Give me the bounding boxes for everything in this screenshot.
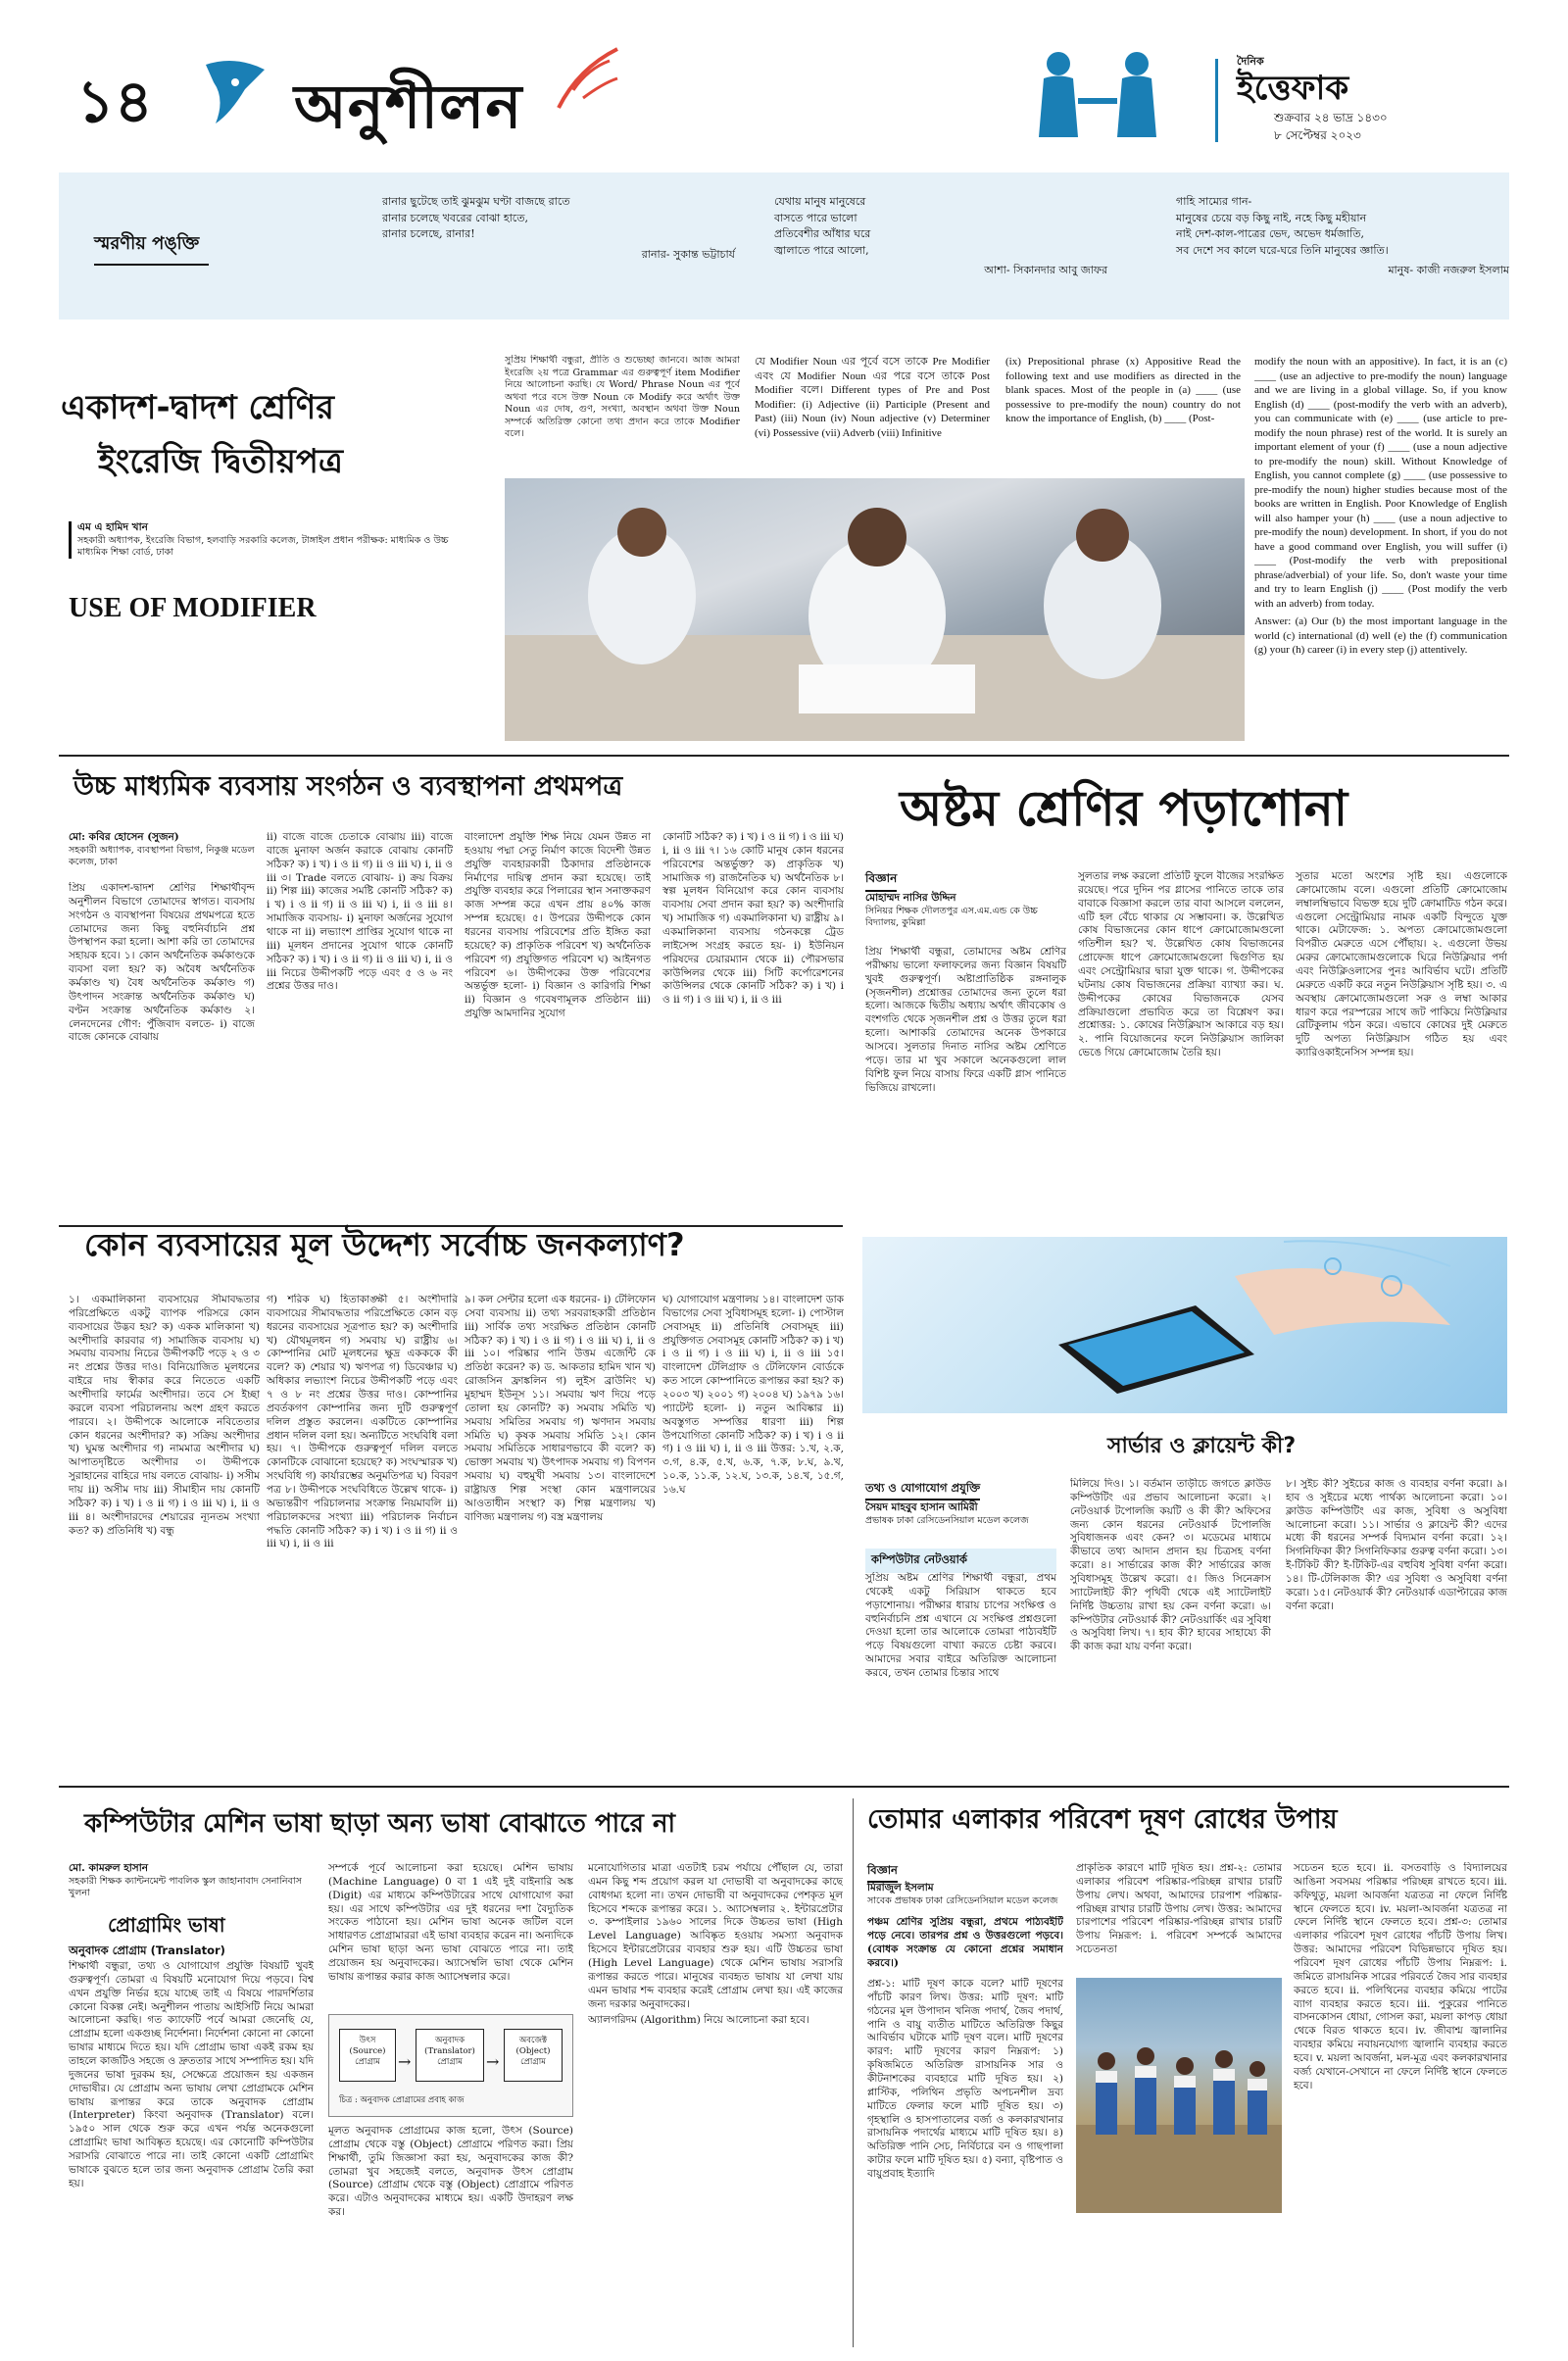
diagram-object-box: অবজেক্ট (Object) প্রোগ্রাম <box>504 2029 563 2082</box>
date-line-2: ৮ সেপ্টেম্বর ২০২৩ <box>1274 128 1361 142</box>
tablet-hand-photo <box>862 1237 1507 1413</box>
class8-byline: মোহাম্মদ নাসির উদ্দিন সিনিয়র শিক্ষক দৌলতপুর এস.এম.এন্ড কে উচ্চ বিদ্যালয়, কুমিল্লা <box>865 892 1038 928</box>
class8-col-3: সুতার মতো অংশের সৃষ্টি হয়। এগুলোকে ক্রোমোজোম বলে। এগুলো প্রতিটি ক্রোমোজোম লম্বালম্বিভাবে বিভক্ত হয়ে দুটি ক্রোমাটিড গঠন করে। এগুলো সেন্ট্রোমিয়ার নামক একটি বিন্দুতে যুক্ত থাকে। মেটাফেজ: ১. অপত্য ক্রোমোজোমগুলো বিপরীত মেরুতে এসে পৌঁছায়। ২. এগুলো উভয় মেরুর ক্রোমোজোমগুলোকে ঘিরে নিউক্লিয়ার পর্দা এবং নিউক্লিওলাসের পুনঃ আবির্ভাব ঘটে। প্রতিটি মেরুতে একটি করে নতুন নিউক্লিয়াস সৃষ্টি হয়। ৩. এ অবস্থায় ক্রোমোজোমগুলো সরু ও লম্বা আকার ধারণ করে পরস্পরের সাথে জট পাকিয়ে নিউক্লিয়ার রেটিকুলাম গঠন করে। এভাবে কোষের দুই মেরুতে দুটি অপত্য নিউক্লিয়াস গঠিত হয় এবং ক্যারিওকাইনেসিস সম্পন্ন হয়। <box>1296 870 1507 1059</box>
rule-3 <box>59 1786 1509 1788</box>
server-headline: সার্ভার ও ক্লায়েন্ট কী? <box>1107 1434 1297 1458</box>
server-sublabel: কম্পিউটার নেটওয়ার্ক <box>865 1549 1056 1573</box>
server-col-2: মিলিয়ে দিও। ১। বর্তমান তাড়ীচে জগতে ক্লাউড কম্পিউটিং এর প্রভাব আলোচনা করো। ২। নেটওয়ার্ক টপোলজি কয়টি ও কী কী? অফিসের জন্য কোন ধরনের নেটওয়ার্ক টপোলজি সুবিধাজনক এবং কেন? ৩। মডেমের মাধ্যমে কীভাবে তথ্য আদান প্রদান হয় চিত্রসহ বর্ণনা করো। ৪। সার্ভারের কাজ কী? সার্ভারের কাজ সুবিধাসমূহ উল্লেখ করো। ৫। জিও সিনেক্রাস স্যাটেলাইট কী? পৃথিবী থেকে এই স্যাটেলাইট নির্দিষ্ট উচ্চতায় রাখা হয় কেন বর্ণনা করো। ৬। কম্পিউটার নেটওয়ার্ক কী? নেটওয়ার্কিং এর সুবিধা ও অসুবিধা লিখ। ৭। হাব কী? হাবের সাহায্যে কী কী কাজ করা যায় বর্ণনা করো। <box>1070 1478 1271 1653</box>
server-label: তথ্য ও যোগাযোগ প্রযুক্তি <box>865 1480 980 1500</box>
environment-headline: তোমার এলাকার পরিবেশ দূষণ রোধের উপায় <box>867 1804 1338 1835</box>
welfare-headline: কোন ব্যবসায়ের মূল উদ্দেশ্য সর্বোচ্চ জনকল্যাণ? <box>84 1226 685 1263</box>
quote-1: রানার ছুটেছে তাই ঝুমঝুম ঘণ্টা বাজছে রাতে রানার চলেছে খবরের বোঝা হাতে, রানার চলেছে, রানার! রানার- সুকান্ত ভট্টাচার্য <box>382 194 735 263</box>
diagram-source-box: উৎস (Source) প্রোগ্রাম <box>339 2029 396 2082</box>
masthead-divider <box>1215 59 1218 142</box>
diagram-arrow-1: → <box>398 2052 412 2071</box>
environment-intro: পঞ্চম শ্রেণির সুপ্রিয় বন্ধুরা, প্রথমে পাঠ্যবইটি পড়ে নেবে। তারপর প্রশ্ন ও উত্তরগুলো পড়বে। (বোধক সংক্রান্ত যে কোনো প্রশ্নের সমাধান করবে।) <box>867 1916 1063 1969</box>
english-answer: Answer: (a) Our (b) the most important language in the world (c) international (d) well (e) the (f) communication (g) your (h) career (i) in every step (j) attentively. <box>1254 615 1507 657</box>
quote-3: গাহি সাম্যের গান- মানুষের চেয়ে বড় কিছু নাই, নহে কিছু মহীয়ান নাই দেশ-কাল-পাত্রের ভেদ, অভেদ ধর্মজাতি, সব দেশে সব কালে ঘরে-ঘরে তিনি মানুষের জ্ঞাতি। মানুষ- কাজী নজরুল ইসলাম <box>1176 194 1509 279</box>
diagram-translator-box: অনুবাদক (Translator) প্রোগ্রাম <box>416 2029 484 2082</box>
computer-subsubtitle: অনুবাদক প্রোগ্রাম (Translator) <box>69 1943 225 1957</box>
page-number: ১৪ <box>76 68 153 136</box>
business-headline: উচ্চ মাধ্যমিক ব্যবসায় সংগঠন ও ব্যবস্থাপনা প্রথমপত্র <box>74 771 623 802</box>
masthead <box>0 0 1568 167</box>
business-col-3: বাংলাদেশ প্রযুক্তি শিক্ষ নিয়ে যেমন উন্নত না হওয়ায় পদ্মা সেতু নির্মাণ কাজে বিদেশী উন্নত প্রযুক্তি ব্যবহারকারী ঠিকাদার প্রতিষ্ঠানকে নির্মাণের দায়িত্ব প্রদান করা হয়েছে। তাই প্রযুক্তি ব্যবহার করে পিলারের স্থান সনাক্তকরণ কাজ সম্পন্ন করে এখন প্রায় ৪০% কাজ সম্পন্ন হয়েছে। ৫। উপরের উদ্দীপকে কোন ধরনের ব্যবসায় পরিবেশের প্রতি ইঙ্গিত করা হয়েছে? ক) প্রাকৃতিক পরিবেশ খ) অর্থনৈতিক পরিবেশ গ) প্রযুক্তিগত পরিবেশ ঘ) আইনগত পরিবেশ ৬। উদ্দীপকের উক্ত পরিবেশের অন্তর্ভুক্ত হলো- i) বিজ্ঞান ও কারিগরি শিক্ষা ii) বিজ্ঞান ও গবেষণামূলক প্রতিষ্ঠান iii) প্রযুক্তি আমদানির সুযোগ <box>465 831 651 1020</box>
quote-2-author: আশা- সিকানদার আবু জাফর <box>984 264 1107 276</box>
business-byline: মো: কবির হোসেন (সুজন) সহকারী অধ্যাপক, ব্যবস্থাপনা বিভাগ, নিকুঞ্জ মডেল কলেজ, ঢাকা <box>69 831 255 867</box>
quotes-box <box>59 172 1509 320</box>
computer-subtitle: প্রোগ্রামিং ভাষা <box>108 1913 225 1937</box>
environment-label: বিজ্ঞান <box>867 1862 898 1883</box>
welfare-col-2: গ) শরিক ঘ) হিতাকাঙ্ক্ষী ৫। অংশীদারি ব্যবসায়ের সীমাবদ্ধতার পরিপ্রেক্ষিতে কোন বড় ধরনের ব্যবসায়ের সূত্রপাত হয়? ক) অংশীদারি খ) যৌথমূলধন গ) সমবায় ঘ) রাষ্ট্রীয় ৬। কোম্পানির মোট মূলধনের ক্ষুদ্র একককে কী বলে? ক) শেয়ার খ) ঋণপত্র গ) ডিবেঞ্চার ঘ) অধিকার লভ্যাংশ নিচের উদ্দীপকটি পড়ে এবং ৭ ও ৮ নং প্রশ্নের উত্তর দাও। কোম্পানির প্রবর্তকগণ কোম্পানির জন্য দুটি গুরুত্বপূর্ণ দলিল প্রস্তুত করলেন। একটিতে কোম্পানির প্রধান দলিল বলা হয়। অন্যটিতে সংঘবিধি বলা হয়। ৭। উদ্দীপকে গুরুত্বপূর্ণ দলিল বলতে কোনটিকে বোঝানো হয়েছে? ক) সংঘস্মারক খ) সংঘবিধি গ) কার্যারম্ভের অনুমতিপত্র ঘ) বিবরণ পত্র ৮। উদ্দীপকে সংঘবিধিতে উল্লেখ থাকে- i) অভ্যন্তরীণ পরিচালনার সংক্রান্ত নিয়মাবলি ii) পরিচালকদের সংখ্যা iii) পরিচালক নির্বাচন পদ্ধতি কোনটি সঠিক? ক) i খ) i ও ii গ) ii ও iii ঘ) i, ii ও iii <box>267 1294 458 1550</box>
server-col-1: সুপ্রিয় অষ্টম শ্রেণির শিক্ষার্থী বন্ধুরা, প্রথম থেকেই একটু সিরিয়াস থাকতে হবে পড়াশোনায়। পরীক্ষার ধারায় চাপের সংক্ষিপ্ত ও বহুনির্বাচনি প্রশ্ন এখানে যে সংক্ষিপ্ত প্রশ্নগুলো দেওয়া হলো তার আলোকে তোমরা পাঠ্যবইটি পড়ে বিষয়গুলো বাখ্যা করতে চেষ্টা করবে। আমাদের সবার বাইরে অতিরিক্ত আলোচনা করবে, তখন তোমার চিন্তার সাথে <box>865 1572 1056 1680</box>
computer-col-2: সম্পর্কে পূর্বে আলোচনা করা হয়েছে। মেশিন ভাষায় (Machine Language) 0 বা 1 এই দুই বাইনারি অঙ্ক (Digit) এর মাধ্যমে কম্পিউটারের সাথে যোগাযোগ করা হয়। এর সাথে কম্পিউটার এর দুই ধরনের দশা বৈদ্যুতিক সংকেত পাঠানো হয়। মেশিন ভাষা অনেক জটিল বলে সাধারণত প্রোগ্রামাররা এই ভাষা ব্যবহার করেন না। অন্যদিকে মেশিন ভাষা ছাড়া অন্য ভাষা বোঝতে পারে না। তাই প্রয়োজন হয় অনুবাদকের। অ্যাসেম্বলি ভাষা থেকে মেশিন ভাষায় রূপান্তর করার কাজ অ্যাসেম্বলার করে। <box>328 1862 573 1983</box>
rule-1 <box>59 755 1509 757</box>
english-col-4: modify the noun with an appositive). In fact, it is an (c) ____ (use an adjective to pre-modify the noun) language and we are living in a global village. So, if you know English (d) ____ (post-modify the verb with an adverb), you can communicate with (e) ____ (use article to pre-modify the noun phrase) rest of the world. It is surely an important element of your (f) ____ (use a noun adjective to pre-modify the noun) skill. Without Knowledge of English, you cannot complete (g) ____ (use possessive to pre-modify the noun) higher studies because most of the books are written in English. Poor Knowledge of English will also hamper your (h) ____ (use a noun adjective to pre-modify the noun) development. In short, if you do not have a good command over English, you will suffer (i) ____ (Post-modify the verb with prepositional phrase/adverbial) of your life. So, don't waste your time and try to learn English (j) ____ (Post modify the verb with an adverb) from today. Answer: (a) Our (b) the most important language in the world (c) international (d) well (e) the (f) communication (g) your (h) career (i) in every step (j) attentively. <box>1254 356 1507 657</box>
english-col-3: (ix) Prepositional phrase (x) Appositive Read the following text and use modifiers as directed in the blank spaces. Most of the people in (a) ____ (use possessive to pre-modify the noun) country do not know the importance of English, (b) ____ (Post- <box>1005 356 1241 425</box>
computer-col-2b: মূলত অনুবাদক প্রোগ্রামের কাজ হলো, উৎস (Source) প্রোগ্রাম থেকে বস্তু (Object) প্রোগ্রামে পরিণত করা। প্রিয় শিক্ষার্থী, তুমি জিজ্ঞাসা করা হয়, অনুবাদকের কাজ কী? তোমরা খুব সহজেই বলতে, অনুবাদক উৎস প্রোগ্রাম (Source) প্রোগ্রাম থেকে বস্তু (Object) প্রোগ্রামে পরিণত করে। এটাও অনুবাদকের মাধ্যমে হয়। একটি উদাহরণ লক্ষ কর। <box>328 2125 573 2219</box>
computer-headline: কম্পিউটার মেশিন ভাষা ছাড়া অন্য ভাষা বোঝাতে পারে না <box>84 1809 676 1839</box>
environment-col-2: প্রাকৃতিক কারণে মাটি দূষিত হয়। প্রশ্ন-২: তোমার এলাকার পরিবেশ পরিষ্কার-পরিচ্ছন্ন রাখার চারটি উপায় লেখ। অথবা, আমাদের চারপাশ পরিষ্কার-পরিচ্ছন্ন রাখার চারটি উপায় লেখ। উত্তর: আমাদের চারপাশের পরিবেশ পরিষ্কার-পরিচ্ছন্ন রাখার চারটি উপায় নিম্নরূপ: i. পরিবেশ সম্পর্কে আমাদের সচেতনতা <box>1076 1862 1282 1956</box>
environment-col-1: প্রশ্ন-১: মাটি দূষণ কাকে বলে? মাটি দূষণের পাঁচটি কারণ লিখ। উত্তর: মাটি দূষণ: মাটি গঠনের মূল উপাদান খনিজ পদার্থ, জৈব পদার্থ, পানি ও বায়ু ব্যতীত মাটিতে অতিরিক্ত কিছুর আবির্ভাব ঘটাকে মাটি দূষণ বলে। মাটি দূষণের কারণ: মাটি দূষণের কারণ নিম্নরূপ: ১) কৃষিজমিতে অতিরিক্ত রাসায়নিক সার ও কীটনাশকের ব্যবহারে মাটি দূষিত হয়। ২) প্লাস্টিক, পলিথিন প্রভৃতি অপচনশীল দ্রব্য মাটিতে ফেলার ফলে মাটি দূষিত হয়। ৩) গৃহস্থালি ও হাসপাতালের বর্জ্য ও কলকারখানার রাসায়নিক পদার্থের মাধ্যমে মাটি দূষিত হয়। ৪) অতিরিক্ত পানি সেচ, নির্বিচারে বন ও গাছপালা কাটার ফলে মাটি দূষিত হয়। ৫) বন্যা, বৃষ্টিপাত ও বায়ুপ্রবাহ ইত্যাদি <box>867 1978 1063 2181</box>
business-col-4: কোনটি সঠিক? ক) i খ) i ও ii গ) i ও iii ঘ) i, ii ও iii ৭। ১৬ কোটি মানুষ কোন ধরনের পরিবেশের অন্তর্ভুক্ত? ক) প্রাকৃতিক খ) সামাজিক গ) রাজনৈতিক ঘ) অর্থনৈতিক ৮। স্বল্প মূলধন বিনিয়োগ করে কোন ব্যবসায় ব্যবসায় সেবা প্রদান করা হয়? ক) অংশীদারি খ) সামাজিক গ) একমালিকানা ঘ) রাষ্ট্রীয় ৯। একমালিকানা ব্যবসায় গঠনকল্পে ট্রেড লাইসেন্স সংগ্রহ করতে হয়- i) ইউনিয়ন পরিষদের চেয়ারম্যান থেকে ii) পৌরসভার কাউন্সিলর থেকে iii) সিটি কর্পোরেশনের কাউন্সিলর থেকে কোনটি সঠিক? ক) i খ) i ও ii গ) i ও iii ঘ) i, ii ও iii <box>662 831 844 1007</box>
quote-1-author: রানার- সুকান্ত ভট্টাচার্য <box>641 247 735 261</box>
date-line-1: শুক্রবার ২৪ ভাদ্র ১৪৩০ <box>1274 111 1388 124</box>
section-title: অনুশীলন <box>294 71 523 142</box>
english-topic: USE OF MODIFIER <box>69 593 317 623</box>
environment-col-3: সচেতন হতে হবে। ii. বসতবাড়ি ও বিদ্যালয়ের আঙিনা সবসময় পরিষ্কার পরিচ্ছন্ন রাখতে হবে। iii. কফিথুতু, ময়লা আবর্জনা যত্রতত্র না ফেলে নির্দিষ্ট স্থানে ফেলতে হবে। iv. ময়লা-আবর্জনা যত্রতত্র না ফেলে নির্দিষ্ট স্থানে ফেলতে হবে। প্রশ্ন-৩: তোমার এলাকার পরিবেশ দূষণ রোধের পাঁচটি উপায় লিখ। উত্তর: আমাদের পরিবেশ বিভিন্নভাবে দূষিত হয়। পরিবেশ দূষণ রোধের পাঁচটি উপায় নিম্নরূপ: i. জমিতে রাসায়নিক সারের পরিবর্তে জৈব সার ব্যবহার করতে হবে। ii. পলিথিনের ব্যবহার কমিয়ে পাটের ব্যাগ ব্যবহার করতে হবে। iii. পুকুরের পানিতে বাসনকোসন ধোয়া, গোসল করা, ময়লা কাপড় ধোয়া থেকে বিরত থাকতে হবে। iv. জীবাশ্ম জ্বালানির ব্যবহার কমিয়ে নবায়নযোগ্য জ্বালানি ব্যবহার করতে হবে। v. ময়লা আবর্জনা, মল-মূত্র এবং কলকারখানার বর্জ্য যেখানে-সেখানে না ফেলে নির্দিষ্ট স্থানে ফেলতে হবে। <box>1294 1862 1507 2091</box>
english-col-2: যে Modifier Noun এর পূর্বে বসে তাকে Pre Modifier এবং যে Modifier Noun এর পরে বসে তাকে Post Modifier বলে। Different types of Pre and Post Modifier: (i) Adjective (ii) Participle (Present and Past) (iii) Noun (iv) Noun adjective (v) Determiner (vi) Possessive (vii) Adverb (viii) Infinitive <box>755 356 990 439</box>
english-byline: এম এ হামিদ খান সহকারী অধ্যাপক, ইংরেজি বিভাগ, হলবাড়ি সরকারি কলেজ, টাঙ্গাইল প্রধান পরীক্ষক: মাধ্যমিক ও উচ্চ মাধ্যমিক শিক্ষা বোর্ড, ঢাকা <box>69 521 480 559</box>
english-col-1: সুপ্রিয় শিক্ষার্থী বন্ধুরা, প্রীতি ও শুভেচ্ছা জানবে। আজ আমরা ইংরেজি ২য় পত্রে Grammar এর গুরুত্বপূর্ণ item Modifier নিয়ে আলোচনা করছি। যে Word/ Phrase Noun এর পূর্বে অথবা পরে বসে উক্ত Noun কে Modify করে অর্থাৎ উক্ত Noun এর দোষ, গুণ, সংখ্যা, অবস্থান অথবা উক্ত Noun সম্পর্কে অতিরিক্ত কোনো তথ্য প্রদান করে তাকে Modifier বলে। <box>505 355 740 440</box>
readers-illustration <box>1009 39 1186 157</box>
welfare-col-1: ১। একমালিকানা ব্যবসায়ের সীমাবদ্ধতার পরিপ্রেক্ষিতে একটু ব্যাপক পরিসরে কোন ব্যবসায়ের উদ্ভব হয়? ক) একক মালিকানা খ) অংশীদারি কারবার গ) সামাজিক ব্যবসায় ঘ) সমবায় ব্যবসায় নিচের উদ্দীপকটি পড়ে ২ ও ৩ নং প্রশ্নের উত্তর দাও। বিনিয়োজিত মূলধনের বাইরে দায় স্বীকার করে নিতেতে একটি অংশীদারি ফার্মের অংশীদার। তবে সে ইচ্ছা করলে ব্যবসা পরিচালনায় অংশ গ্রহণ করতে পারবে। ২। উদ্দীপকে আলোকে নবিতেতার কোন ধরনের অংশীদার? ক) সক্রিয় অংশীদার খ) ঘুমন্ত অংশীদার গ) নামমাত্র অংশীদার ঘ) আপাতদৃষ্টিতে অংশীদার ৩। উদ্দীপকে সুরাহানের বাহিরে দায় বলতে বোঝায়- i) সসীম দায় ii) অসীম দায় iii) সীমাহীন দায় কোনটি সঠিক? ক) i খ) i ও ii গ) i ও iii ঘ) i, ii ও iii ৪। অংশীদারদের শেয়ারের ন্যূনতম সংখ্যা কত? ক) প্রতিনিধি খ) বন্ধু <box>69 1294 260 1537</box>
business-col-1: প্রিয় একাদশ-দ্বাদশ শ্রেণির শিক্ষার্থীবৃন্দ অনুশীলন বিভাগে তোমাদের স্বাগত। ব্যবসায় সংগঠন ও ব্যবস্থাপনা বিষয়ের প্রথমপত্রে হতে তোমাদের জন্য কিছু বহুনির্বাচনি প্রশ্ন উপস্থাপন করা হলো। আশা করি তা তোমাদের সহায়ক হবে। ১। কোন অর্থনৈতিক কর্মকাণ্ডকে ব্যবসা বলা হয়? ক) অবৈধ অর্থনৈতিক কর্মকাণ্ড খ) বৈধ অর্থনৈতিক কর্মকাণ্ড গ) উৎপাদন সংক্রান্ত অর্থনৈতিক কর্মকাণ্ড ঘ) বণ্টন সংক্রান্ত অর্থনৈতিক কর্মকাণ্ড ২। লেনদেনের গৌণ: পুঁজিবাদ বলতে- i) বাজে বাজে কোনকে বোঝায় <box>69 882 255 1044</box>
computer-byline: মো. কামরুল হাসান সহকারী শিক্ষক ক্যান্টনমেন্ট পাবলিক স্কুল জাহানাবাদ সেনানিবাস খুলনা <box>69 1862 302 1898</box>
class8-col-2: সুলতার লক্ষ করলো প্রতিটি ফুলে বীজের সংরক্ষিত রয়েছে। পরে দুদিন পর গ্লাসের পানিতে তাকে তার বাবাকে বিজ্ঞাসা করলে তার বাবা আসলে বললেন, এটি হল বেঁচে থাকার যে সম্ভাবনা। ক. উল্লেখিত কোষ বিভাজনের কোন ধাপে ক্রোমোজোমগুলো গতিশীল হয়? খ. উল্লেখিত কোষ বিভাজনের প্রোফেজ ধাপে ক্রোমোজোমগুলো দ্বিগুণিত হয় এবং সেন্ট্রোমিয়ার দ্বারা যুক্ত থাকে। গ. উদ্দীপকের ঘটনায় কোষ বিভাজনের প্রক্রিয়া ব্যাখ্যা কর। ঘ. উদ্দীপকের কোষের বিভাজনকে যেসব প্রক্রিয়াগুলো প্রভাবিত করে তা বিশ্লেষণ কর। প্রশ্নোত্তর: ১. কোষের নিউক্লিয়াস আকারে বড় হয়। ২. পানি বিয়োজনের ফলে নিউক্লিয়াস জালিকা ভেঙে গিয়ে ক্রোমোজোম তৈরি হয়। <box>1078 870 1284 1059</box>
english-headline-2: ইংরেজি দ্বিতীয়পত্র <box>98 442 343 481</box>
rule-vertical <box>853 1798 854 2347</box>
quote-2: যেথায় মানুষ মানুষেরে বাসতে পারে ভালো প্রতিবেশীর আঁধার ঘরে জ্বালাতে পারে আলো, আশা- সিকানদার আবু জাফর <box>774 194 1107 279</box>
paper-prefix: দৈনিক <box>1237 55 1264 68</box>
server-col-3: ৮। সুইচ কী? সুইচের কাজ ও ব্যবহার বর্ণনা করো। ৯। হাব ও সুইচের মধ্যে পার্থক্য আলোচনা করো। ১০। ক্লাউড কম্পিউটিং এর কাজ, সুবিধা ও অসুবিধা আলোচনা করো। ১১। সার্ভার ও ক্লায়েন্ট কী? এদের মধ্যে কী ধরনের সম্পর্ক বিদ্যমান বর্ণনা করো। ১২। সিগনিফিকা কী? সিগনিফিকার গুরুত্ব বর্ণনা করো। ১৩। ই-টিকিট কী? ই-টিকিট-এর বহুবিধ সুবিধা বর্ণনা করো। ১৪। টি-টেলিকাজ কী? এর সুবিধা ও অসুবিধা বর্ণনা করো। ১৫। নেটওয়ার্ক কী? নেটওয়ার্ক এডাপ্টারের কাজ বর্ণনা করো। <box>1286 1478 1507 1612</box>
class8-headline: অষ্টম শ্রেণির পড়াশোনা <box>900 780 1348 837</box>
pen-nib-icon <box>196 45 284 133</box>
quotes-label: স্মরণীয় পঙ্‌ক্তি <box>94 229 209 266</box>
diagram-arrow-2: → <box>486 2052 500 2071</box>
translator-diagram <box>328 2014 573 2117</box>
children-cleaning-photo <box>1076 1978 1282 2213</box>
environment-byline: মিরাজুল ইসলাম সাবেক প্রভাষক ঢাকা রেসিডেনসিয়াল মডেল কলেজ <box>867 1882 1058 1906</box>
server-byline: সৈয়দ মাহবুব হাসান আমিরী প্রভাষক ঢাকা রেসিডেনসিয়াল মডেল কলেজ <box>865 1501 1029 1526</box>
class8-label: বিজ্ঞান <box>865 870 897 892</box>
students-exam-photo <box>505 478 1245 741</box>
paper-name: ইত্তেফাক <box>1237 69 1349 108</box>
feather-icon <box>549 39 627 118</box>
class8-col-1: প্রিয় শিক্ষার্থী বন্ধুরা, তোমাদের অষ্টম শ্রেণির পরীক্ষায় ভালো ফলাফলের জন্য বিজ্ঞান বিষয়টি খুবই গুরুত্বপূর্ণ। অষ্টাপ্রাতিষ্ঠিক রঙ্গনালুক (সৃজনশীল) প্রশ্নোত্তর তোমাদের জন্য তুলে ধরা হলো। আজকে দ্বিতীয় অধ্যায় অর্থাৎ জীবকোষ ও বংশগতি থেকে সৃজনশীল প্রশ্ন ও উত্তর তুলে ধরা হলো। আশাকরি তোমাদের অনেক উপকারে আসবে। সুলতার দিনাত নাসির অষ্টম শ্রেণিতে পড়ে। তার মা খুব সকালে অনেকগুলো লাল বিশিষ্ট ফুল নিয়ে বাসায় ফিরে একটি গ্লাস পানিতে ভিজিয়ে রাখলো। <box>865 946 1066 1094</box>
business-col-2: ii) বাজে বাজে চেতাকে বোঝায় iii) বাজে বাজে মুনাফা অর্জন করাকে বোঝায় কোনটি সঠিক? ক) i খ) i ও ii গ) ii ও iii ঘ) i, ii ও iii ৩। Trade বলতে বোঝায়- i) ক্রয় বিক্রয় ii) শিল্প iii) কাজের সমষ্টি কোনটি সঠিক? ক) i খ) i ও ii গ) ii ও iii ঘ) i, ii ও iii ৪। সামাজিক ব্যবসায়- i) মুনাফা অর্জনের সুযোগ থাকে না ii) লভ্যাংশ প্রাপ্তির সুযোগ থাকে না iii) মূলধন প্রদানের সুযোগ থাকে কোনটি সঠিক? ক) i খ) i ও ii গ) ii ও iii ঘ) i, ii ও iii নিচের উদ্দীপকটি পড়ে এবং ৫ ও ৬ নং প্রশ্নের উত্তর দাও। <box>267 831 453 993</box>
quote-3-author: মানুষ- কাজী নজরুল ইসলাম <box>1388 264 1509 276</box>
welfare-col-4: ঘ) যোগাযোগ মন্ত্রণালয় ১৪। বাংলাদেশ ডাক বিভাগের সেবা সুবিধাসমূহ হলো- i) পোস্টাল সেবাসমূহ ii) প্রতিনিধি সেবাসমূহ iii) প্রযুক্তিগত সেবাসমূহ কোনটি সঠিক? ক) i খ) i ও ii গ) i ও iii ঘ) i, ii ও iii ১৫। বাংলাদেশ টেলিগ্রাফ ও টেলিফোন বোর্ডকে কত সালে কোম্পানিতে রূপান্তর করা হয়? ক) ২০০৩ খ) ২০০১ গ) ২০০৪ ঘ) ১৯৭৯ ১৬। প্যাটেন্ট হলো- i) নতুন আবিষ্কার ii) অবস্তুগত সম্পত্তির ধারণা iii) শিল্প উপযোগিতা কোনটি সঠিক? ক) i খ) i ও ii গ) i ও iii ঘ) i, ii ও iii উত্তর: ১.খ, ২.ক, ৩.গ, ৪.ক, ৫.খ, ৬.ক, ৭.ক, ৮.ঘ, ৯.খ, ১০.ক, ১১.ক, ১২.ঘ, ১৩.ক, ১৪.খ, ১৫.গ, ১৬.ঘ <box>662 1294 844 1497</box>
computer-col-3: মনোযোগিতার মাত্রা এতটাই চরম পর্যায়ে পৌঁছাল যে, তারা এমন কিছু শব্দ প্রয়োগ করল যা দোভাষী বা অনুবাদকের কাছে বোধগম্য হলো না। তখন দোভাষী বা অনুবাদকের পেশকৃত মূল হিসেবে শব্দকে রূপান্তর করে। ১. অ্যাসেম্বলার ২. ইন্টারপ্রেটার ৩. কম্পাইলার ১৯৬০ সালের দিকে উচ্চতর ভাষা (High Level Language) আবিষ্কৃত হওয়ায় সমস্যা অনুবাদক হিসেবে ইন্টারপ্রেটারের ব্যবহার শুরু হয়। এটি উচ্চতর ভাষা (High Level Language) থেকে মেশিন ভাষায় সরাসরি রূপান্তর করতে পারে। মানুষের ব্যবহৃত ভাষায় যা লেখা যায় এমন ভাষার শব্দ ব্যবহার করেই প্রোগ্রাম লেখা হয়। এই কাজের জন্য দরকার অনুবাদকের। অ্যালগরিদম (Algorithm) নিয়ে আলোচনা করা হবে। <box>588 1862 843 2027</box>
english-headline-1: একাদশ-দ্বাদশ শ্রেণির <box>61 388 334 427</box>
diagram-caption: চিত্র : অনুবাদক প্রোগ্রামের প্রবাহ কাজ <box>339 2095 465 2105</box>
computer-col-1: শিক্ষার্থী বন্ধুরা, তথ্য ও যোগাযোগ প্রযুক্তি বিষয়টি খুবই গুরুত্বপূর্ণ। তোমরা এ বিষয়টি মনোযোগ দিয়ে পড়বে। বিশ্ব এখন প্রযুক্তি নির্ভর হয়ে যাচ্ছে তাই এ বিষয়ে পারদর্শিতার কোনো বিকল্প নেই। অনুশীলন পাতায় আইসিটি নিয়ে আমরা আলোচনা করছি। গত ক্যাফেটি পর্বে আমরা জেনেছি যে, প্রোগ্রাম হলো একগুচ্ছ নির্দেশনা। নির্দেশনা কোনো না কোনো ভাষার মাধ্যমে দিতে হয়। যদি প্রোগ্রাম ভাষা একই রকম হয় তাহলে কাজটিও সহজে ও দ্রুততার সাথে সম্পাদিত হয়। যদি দুজনের ভাষা দুরকম হয়, সেক্ষেত্রে প্রয়োজন হয় একজন দোভাষীর। যে প্রোগ্রাম অন্য ভাষায় লেখা প্রোগ্রামকে মেশিন ভাষায় রূপান্তর করে তাকে অনুবাদক প্রোগ্রাম (Interpreter) কিংবা অনুবাদক (Translator) বলে। ১৯৫০ সাল থেকে শুরু করে এখন পর্যন্ত অনেকগুলো প্রোগ্রামিং ভাষা আবিষ্কৃত হয়েছে। এর কোনোটি কম্পিউটার সরাসরি বোঝাতে পারে না। তাই কোনো একটি প্রোগ্রামিং ভাষাকে বুঝতে হলে তার জন্য অনুবাদক প্রোগ্রাম তৈরি করা হয়। <box>69 1960 314 2189</box>
welfare-col-3: ৯। কল সেন্টার হলো এক ধরনের- i) টেলিফোন সেবা ব্যবসায় ii) তথ্য সরবরাহকারী প্রতিষ্ঠান iii) সার্বিক তথ্য সংরক্ষিত প্রতিষ্ঠান কোনটি সঠিক? ক) i খ) i ও ii গ) i ও iii ঘ) i, ii ও iii ১০। পরিষ্কার পানি উত্তম এজেন্টি কে প্রতিষ্ঠা করেন? ক) ড. আকতার হামিদ খান খ) রোজসিন ফ্রাঙ্কলিন গ) লুইস ব্রাউনিং ঘ) মুহাম্মদ ইউনূস ১১। সমবায় ঋণ দিয়ে পড়ে তোলা হয় কোনটি? ক) সমবায় সমিতি খ) সমবায় সমিতির সমবায় গ) ঋণদান সমবায় সমিতি ঘ) কৃষক সমবায় সমিতি ১২। কোন সমবায় সমিতিকে সাধারণভাবে কী বলে? ক) ভোক্তা সমবায় খ) উৎপাদক সমবায় গ) বিপণন সমবায় ঘ) বহুমুখী সমবায় ১৩। বাংলাদেশে রাষ্ট্রায়ত্ত শিল্প সংস্থা কোন মন্ত্রণালয়ের আওতাধীন সংস্থা? ক) শিল্প মন্ত্রণালয় খ) বাণিজ্য মন্ত্রণালয় গ) বস্ত্র মন্ত্রণালয় <box>465 1294 656 1523</box>
